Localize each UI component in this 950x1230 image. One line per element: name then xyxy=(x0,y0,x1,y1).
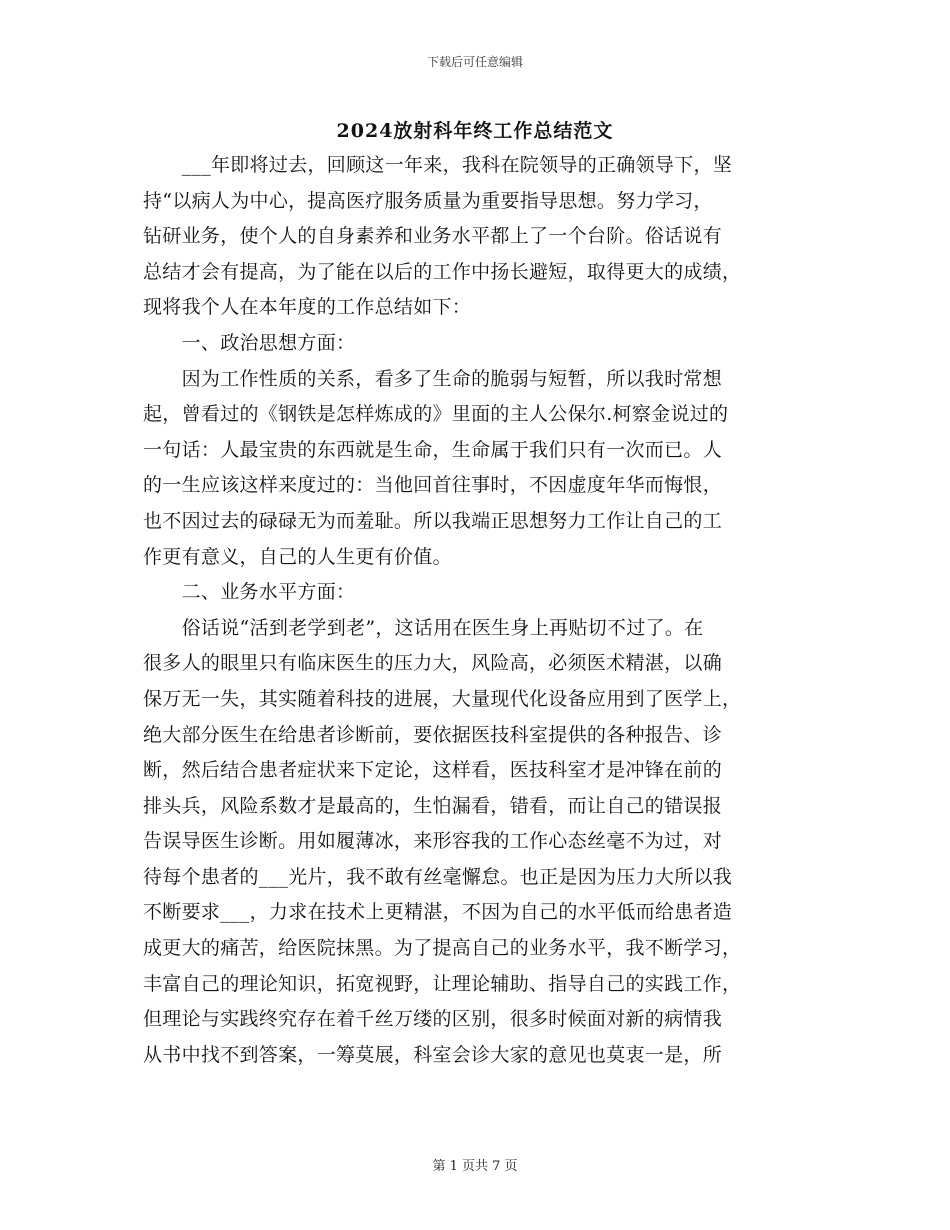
body-line: 作更有意义，自己的人生更有价值。 xyxy=(143,545,452,568)
body-line: 钻研业务，使个人的自身素养和业务水平都上了一个台阶。俗话说有 xyxy=(143,225,723,248)
section-heading-business: 二、业务水平方面： xyxy=(143,581,356,604)
body-line: 从书中找不到答案，一筹莫展，科室会诊大家的意见也莫衷一是，所 xyxy=(143,1043,723,1066)
body-line: 告误导医生诊断。用如履薄冰，来形容我的工作心态丝毫不为过，对 xyxy=(143,830,723,853)
body-line: 断，然后结合患者症状来下定论，这样看，医技科室才是冲锋在前的 xyxy=(143,759,723,782)
body-line: 总结才会有提高，为了能在以后的工作中扬长避短，取得更大的成绩， xyxy=(143,260,742,283)
body-line: 俗话说“活到老学到老”，这话用在医生身上再贴切不过了。在 xyxy=(143,616,704,639)
body-line: 绝大部分医生在给患者诊断前，要依据医技科室提供的各种报告、诊 xyxy=(143,723,723,746)
page-footer: 第 1 页共 7 页 xyxy=(432,1159,518,1174)
document-title: 2024放射科年终工作总结范文 xyxy=(336,120,614,142)
body-line: 一句话：人最宝贵的东西就是生命，生命属于我们只有一次而已。人 xyxy=(143,438,723,461)
body-line: 起，曾看过的《钢铁是怎样炼成的》里面的主人公保尔.柯察金说过的 xyxy=(143,403,729,426)
body-line: 丰富自己的理论知识，拓宽视野，让理论辅助、指导自己的实践工作， xyxy=(143,972,742,995)
header-note: 下载后可任意编辑 xyxy=(426,55,523,69)
body-line: 排头兵，风险系数才是最高的，生怕漏看，错看，而让自己的错误报 xyxy=(143,794,723,817)
body-line: 的一生应该这样来度过的：当他回首往事时，不因虚度年华而悔恨， xyxy=(143,474,723,497)
body-line: 待每个患者的___光片，我不敢有丝毫懈怠。也正是因为压力大所以我 xyxy=(143,865,733,888)
body-line: 很多人的眼里只有临床医生的压力大，风险高，必须医术精湛，以确 xyxy=(143,652,723,675)
body-line: 不断要求___，力求在技术上更精湛，不因为自己的水平低而给患者造 xyxy=(143,901,733,924)
body-line: 因为工作性质的关系，看多了生命的脆弱与短暂，所以我时常想 xyxy=(143,367,723,390)
body-line: ___年即将过去，回顾这一年来，我科在院领导的正确领导下，坚 xyxy=(143,154,733,176)
document-body xyxy=(143,148,808,1073)
body-line: 保万无一失，其实随着科技的进展，大量现代化设备应用到了医学上， xyxy=(143,687,742,710)
body-line: 现将我个人在本年度的工作总结如下： xyxy=(143,296,472,319)
section-heading-political: 一、政治思想方面： xyxy=(143,331,356,354)
body-line: 也不因过去的碌碌无为而羞耻。所以我端正思想努力工作让自己的工 xyxy=(143,509,723,532)
body-line: 持“以病人为中心，提高医疗服务质量为重要指导思想。努力学习， xyxy=(143,189,713,212)
body-line: 但理论与实践终究存在着千丝万缕的区别，很多时候面对新的病情我 xyxy=(143,1008,723,1031)
body-line: 成更大的痛苦，给医院抹黑。为了提高自己的业务水平，我不断学习， xyxy=(143,937,742,960)
